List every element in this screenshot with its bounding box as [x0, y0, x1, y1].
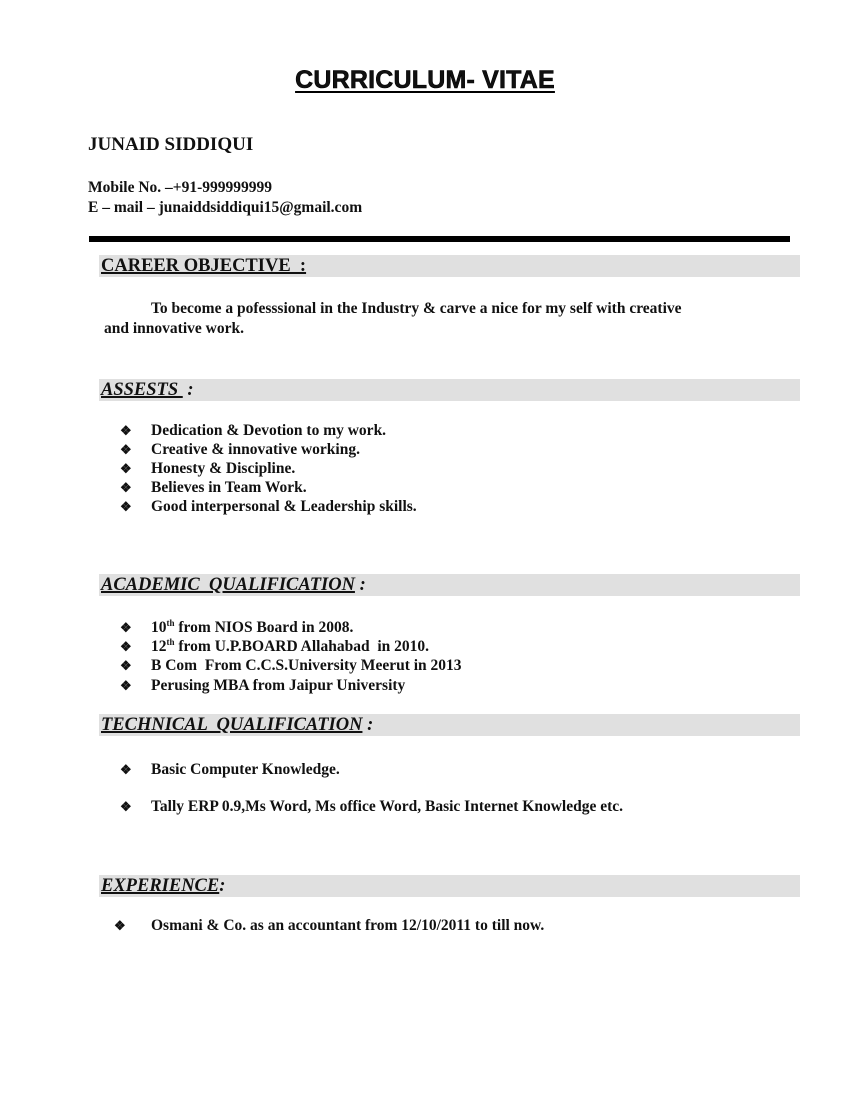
list-item-text: Dedication & Devotion to my work.	[151, 422, 387, 439]
diamond-bullet-icon: ❖	[120, 639, 132, 654]
assets-heading-text: ASSESTS	[101, 380, 183, 400]
experience-heading	[101, 875, 225, 897]
item-rest: from NIOS Board in 2008.	[174, 619, 354, 636]
academic-heading-text: ACADEMIC QUALIFICATION	[101, 575, 355, 595]
mobile-number: Mobile No. –+91-999999999	[88, 179, 273, 196]
item-rest: from U.P.BOARD Allahabad in 2010.	[174, 638, 430, 655]
technical-heading-colon: :	[362, 715, 374, 735]
academic-heading-colon: :	[354, 575, 366, 595]
diamond-bullet-icon: ❖	[120, 461, 132, 476]
assets-heading-colon: :	[182, 380, 194, 400]
list-item-text: Tally ERP 0.9,Ms Word, Ms office Word, Basic Internet Knowledge etc.	[151, 798, 624, 815]
email-address: E – mail – junaiddsiddiqui15@gmail.com	[88, 199, 363, 216]
list-item-text	[151, 619, 353, 637]
document-title-text: CURRICULUM- VITAE	[295, 66, 555, 94]
candidate-name: JUNAID SIDDIQUI	[88, 134, 254, 155]
item-prefix: 12	[151, 638, 167, 655]
diamond-bullet-icon: ❖	[120, 620, 132, 635]
diamond-bullet-icon: ❖	[120, 442, 132, 457]
career-objective-line-2: and innovative work.	[104, 320, 244, 337]
list-item-text: Perusing MBA from Jaipur University	[151, 677, 406, 694]
list-item-text: Osmani & Co. as an accountant from 12/10/2011 to till now.	[151, 917, 545, 934]
list-item-text: B Com From C.C.S.University Meerut in 2013	[151, 657, 462, 674]
diamond-bullet-icon: ❖	[120, 678, 132, 693]
diamond-bullet-icon: ❖	[120, 799, 132, 814]
experience-heading-text: EXPERIENCE	[101, 876, 220, 896]
assets-heading-bar	[99, 379, 800, 401]
experience-heading-colon: :	[219, 876, 226, 896]
career-objective-heading	[101, 255, 306, 277]
document-title	[0, 66, 850, 95]
list-item-text	[151, 638, 429, 656]
diamond-bullet-icon: ❖	[120, 499, 132, 514]
diamond-bullet-icon: ❖	[120, 480, 132, 495]
header-divider	[89, 236, 790, 242]
ordinal-suffix: th	[166, 618, 175, 628]
diamond-bullet-icon: ❖	[114, 918, 126, 933]
list-item-text: Honesty & Discipline.	[151, 460, 296, 477]
technical-heading-text: TECHNICAL QUALIFICATION	[101, 715, 363, 735]
academic-heading	[101, 574, 366, 596]
list-item-text: Basic Computer Knowledge.	[151, 761, 340, 778]
technical-heading	[101, 714, 373, 736]
item-prefix: 10	[151, 619, 167, 636]
list-item-text: Creative & innovative working.	[151, 441, 360, 458]
diamond-bullet-icon: ❖	[120, 658, 132, 673]
assets-heading	[101, 379, 194, 401]
diamond-bullet-icon: ❖	[120, 423, 132, 438]
ordinal-suffix: th	[166, 637, 175, 647]
list-item-text: Good interpersonal & Leadership skills.	[151, 498, 417, 515]
list-item-text: Believes in Team Work.	[151, 479, 307, 496]
diamond-bullet-icon: ❖	[120, 762, 132, 777]
career-objective-line-1: To become a pofesssional in the Industry & carve a nice for my self with creative	[151, 300, 682, 317]
career-objective-heading-text: CAREER OBJECTIVE :	[101, 256, 307, 276]
